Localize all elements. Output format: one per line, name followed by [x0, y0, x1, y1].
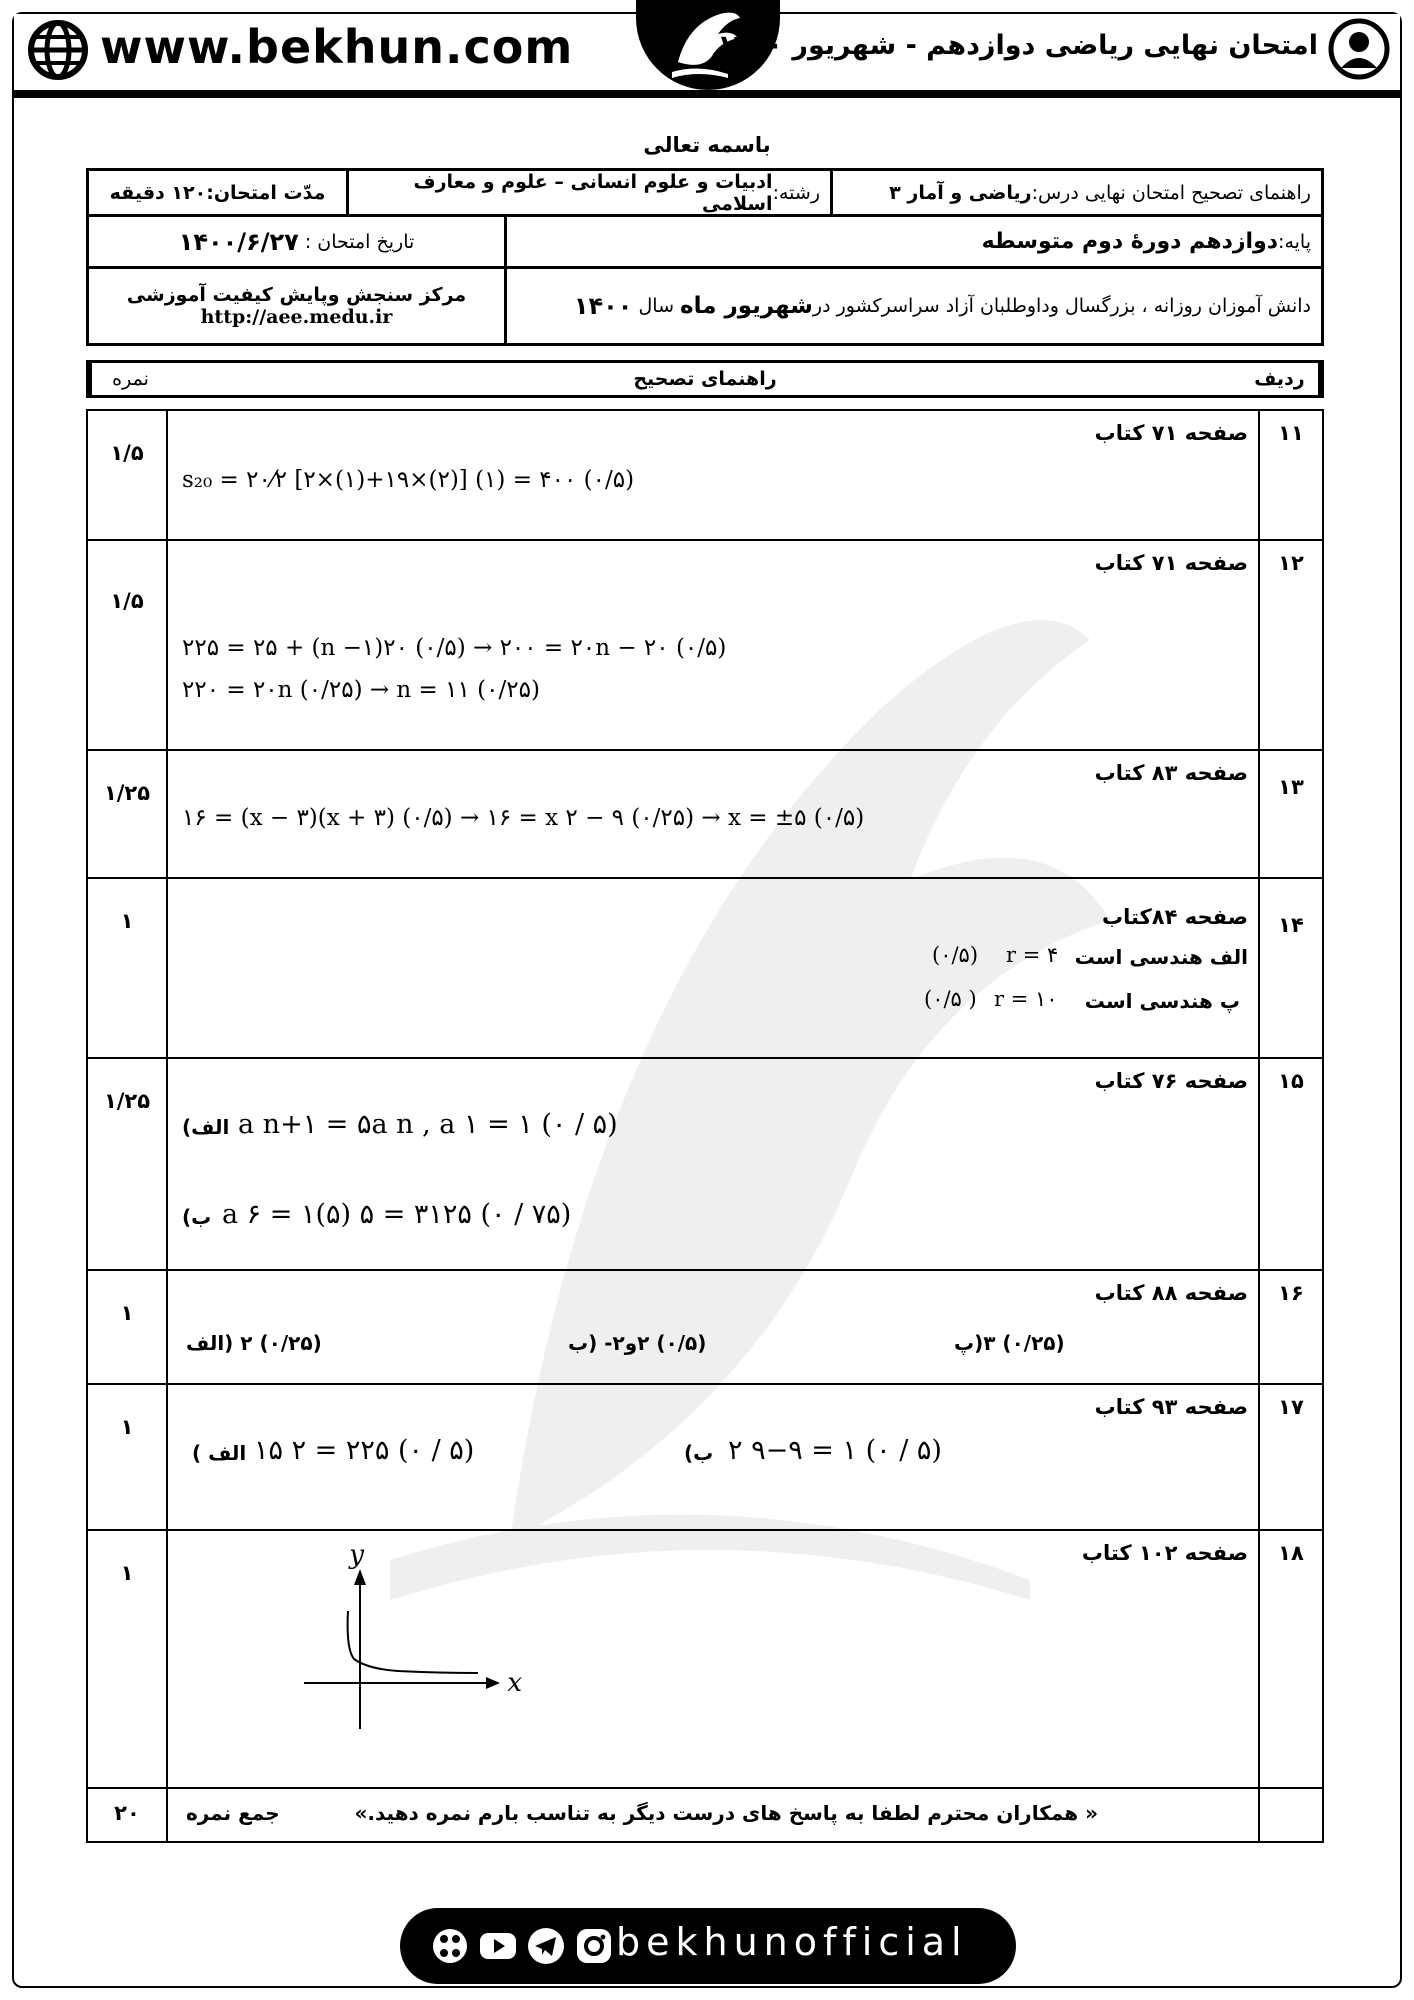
answer-formula: a ۶ = ۱(۵) ۵ = ۳۱۲۵ (۰ / ۷۵) — [222, 1199, 572, 1230]
answer-ratio: r = ۴ — [1006, 943, 1059, 967]
center-cell — [89, 269, 507, 343]
question-number: ۱۲ — [1258, 541, 1322, 749]
question-score: ۱/۵ — [88, 411, 168, 539]
page-reference: صفحه ۷۱ کتاب — [1094, 421, 1248, 445]
youtube-icon[interactable] — [478, 1926, 518, 1966]
answer-part-c: (۰/۲۵) ۳(پ — [954, 1331, 1065, 1355]
question-row-18 — [88, 1531, 1322, 1789]
header-divider — [14, 90, 1400, 98]
answer-part-c: پ هندسی است — [1084, 989, 1240, 1013]
col-row: ردیف — [1241, 363, 1321, 395]
page-reference: صفحه ۱۰۲ کتاب — [1081, 1541, 1248, 1565]
grade-label: پایه: — [1278, 230, 1311, 253]
question-number: ۱۴ — [1258, 879, 1322, 1057]
total-score: ۲۰ — [88, 1789, 168, 1841]
social-footer[interactable] — [400, 1908, 1016, 1984]
question-score: ۱ — [88, 1531, 168, 1787]
question-score: ۱ — [88, 879, 168, 1057]
social-handle[interactable]: bekhunofficial — [616, 1920, 968, 1964]
answer-formula: s₂₀ = ۲۰⁄۲ [۲×(۱)+۱۹×(۲)] (۱) = ۴۰۰ (۰/۵) — [182, 467, 635, 493]
question-score: ۱/۲۵ — [88, 1059, 168, 1269]
question-answer — [168, 1059, 1258, 1269]
question-row-11 — [88, 411, 1322, 541]
answer-part-a: الف هندسی است — [1074, 945, 1248, 969]
year-label: سال — [638, 295, 674, 317]
user-icon[interactable] — [1328, 18, 1390, 80]
center-name: مرکز سنجش وپایش کیفیت آموزشی — [126, 284, 467, 306]
question-score: ۱ — [88, 1271, 168, 1383]
question-answer — [168, 411, 1258, 539]
date-label: تاریخ امتحان : — [304, 230, 415, 253]
grade-cell — [507, 217, 1321, 266]
course-name: ریاضی و آمار ۳ — [889, 181, 1032, 204]
question-answer — [168, 1531, 1258, 1787]
field-cell — [349, 171, 833, 214]
x-axis-label: x — [507, 1668, 522, 1698]
question-answer — [168, 751, 1258, 877]
answer-formula: a n+۱ = ۵a n , a ۱ = ۱ (۰ / ۵) — [238, 1109, 618, 1140]
page-reference: صفحه ۸۸ کتاب — [1094, 1281, 1248, 1305]
col-guide: راهنمای تصحیح — [633, 368, 777, 390]
answer-part-a-label: الف ) — [192, 1441, 247, 1465]
total-row-spacer — [1258, 1789, 1322, 1841]
answer-table — [86, 409, 1324, 1843]
answer-formula: ۲۲۵ = ۲۵ + (n −۱)۲۰ (۰/۵) → ۲۰۰ = ۲۰n − ۲۰ (۰/۵) — [182, 635, 727, 661]
question-score: ۱/۲۵ — [88, 751, 168, 877]
col-score: نمره — [89, 363, 169, 395]
question-score: ۱ — [88, 1385, 168, 1529]
answer-formula: ۲۲۰ = ۲۰n (۰/۲۵) → n = ۱۱ (۰/۲۵) — [182, 677, 540, 703]
page-reference: صفحه ۷۱ کتاب — [1094, 551, 1248, 575]
question-row-13 — [88, 751, 1322, 879]
telegram-icon[interactable] — [526, 1926, 566, 1966]
guide-label: راهنمای تصحیح امتحان نهایی درس: — [1031, 181, 1311, 204]
exam-title: امتحان نهایی ریاضی دوازدهم - شهریور ۱۴۰۰ — [717, 30, 1318, 61]
page-reference: صفحه ۸۳ کتاب — [1094, 761, 1248, 785]
course-cell — [833, 171, 1321, 214]
answer-mark: (۰/۵ ) — [924, 987, 977, 1011]
info-row-students — [89, 269, 1321, 343]
page-reference: صفحه ۹۳ کتاب — [1094, 1395, 1248, 1419]
globe-icon — [28, 20, 88, 80]
site-url[interactable]: www.bekhun.com — [100, 20, 574, 74]
exam-info-table — [86, 168, 1324, 346]
question-number: ۱۵ — [1258, 1059, 1322, 1269]
question-answer — [168, 879, 1258, 1057]
question-row-15 — [88, 1059, 1322, 1271]
question-number: ۱۷ — [1258, 1385, 1322, 1529]
students-text: دانش آموزان روزانه ، بزرگسال وداوطلبان آزاد سراسرکشور در — [812, 295, 1311, 317]
heading-bismillah: باسمه تعالی — [643, 133, 771, 157]
page-reference: صفحه ۸۴کتاب — [1101, 905, 1248, 929]
answer-part-b-label: ب) — [684, 1441, 714, 1465]
question-number: ۱۱ — [1258, 411, 1322, 539]
question-answer — [168, 541, 1258, 749]
page-reference: صفحه ۷۶ کتاب — [1094, 1069, 1248, 1093]
question-answer — [168, 1271, 1258, 1383]
date-cell — [89, 217, 507, 266]
answer-formula: ۱۶ = (x − ۳)(x + ۳) (۰/۵) → ۱۶ = x ۲ − ۹ (۰/۲۵) → x = ±۵ (۰/۵) — [182, 805, 865, 831]
answer-part-a-label: الف) — [182, 1115, 230, 1139]
answer-part-a: (۰/۲۵) ۲ (الف — [186, 1331, 322, 1355]
field-label: رشته: — [772, 181, 820, 204]
grading-note: « همکاران محترم لطفا به پاسخ های درست دیگر به تناسب بارم نمره دهید.» — [354, 1801, 1098, 1825]
total-label: جمع نمره — [186, 1801, 280, 1825]
answer-part-b: (۰/۵) ۲و۲- (ب — [568, 1331, 707, 1355]
question-number: ۱۸ — [1258, 1531, 1322, 1787]
question-number: ۱۳ — [1258, 751, 1322, 877]
field-name: ادبیات و علوم انسانی – علوم و معارف اسلامی — [413, 170, 773, 215]
students-cell — [507, 269, 1321, 343]
total-row — [88, 1789, 1322, 1841]
answer-mark: (۰/۵) — [932, 943, 979, 967]
exam-date: ۱۴۰۰/۶/۲۷ — [178, 227, 299, 256]
answer-ratio: r = ۱۰ — [994, 987, 1058, 1011]
y-axis-label: y — [349, 1540, 364, 1570]
question-number: ۱۶ — [1258, 1271, 1322, 1383]
info-row-grade — [89, 217, 1321, 269]
total-note-cell — [168, 1789, 1258, 1841]
answer-part-b-label: ب) — [182, 1205, 212, 1229]
question-row-16 — [88, 1271, 1322, 1385]
answer-formula: ۲ ۹−۹ = ۱ (۰ / ۵) — [728, 1435, 942, 1466]
center-url[interactable]: http://aee.medu.ir — [200, 306, 393, 328]
aparat-icon[interactable] — [430, 1926, 470, 1966]
question-answer — [168, 1385, 1258, 1529]
question-row-12 — [88, 541, 1322, 751]
hyperbola-graph — [288, 1539, 548, 1739]
exam-month: شهریور ماه — [680, 293, 813, 319]
duration-cell: مدّت امتحان:۱۲۰ دقیقه — [89, 171, 349, 214]
instagram-icon[interactable] — [574, 1926, 614, 1966]
answer-formula: ۱۵ ۲ = ۲۲۵ (۰ / ۵) — [254, 1435, 475, 1466]
question-row-14 — [88, 879, 1322, 1059]
answer-column-header — [86, 360, 1324, 398]
grade-name: دوازدهم دورهٔ دوم متوسطه — [981, 229, 1279, 254]
info-row-course — [89, 171, 1321, 217]
exam-year: ۱۴۰۰ — [573, 292, 633, 320]
question-score: ۱/۵ — [88, 541, 168, 749]
question-row-17 — [88, 1385, 1322, 1531]
